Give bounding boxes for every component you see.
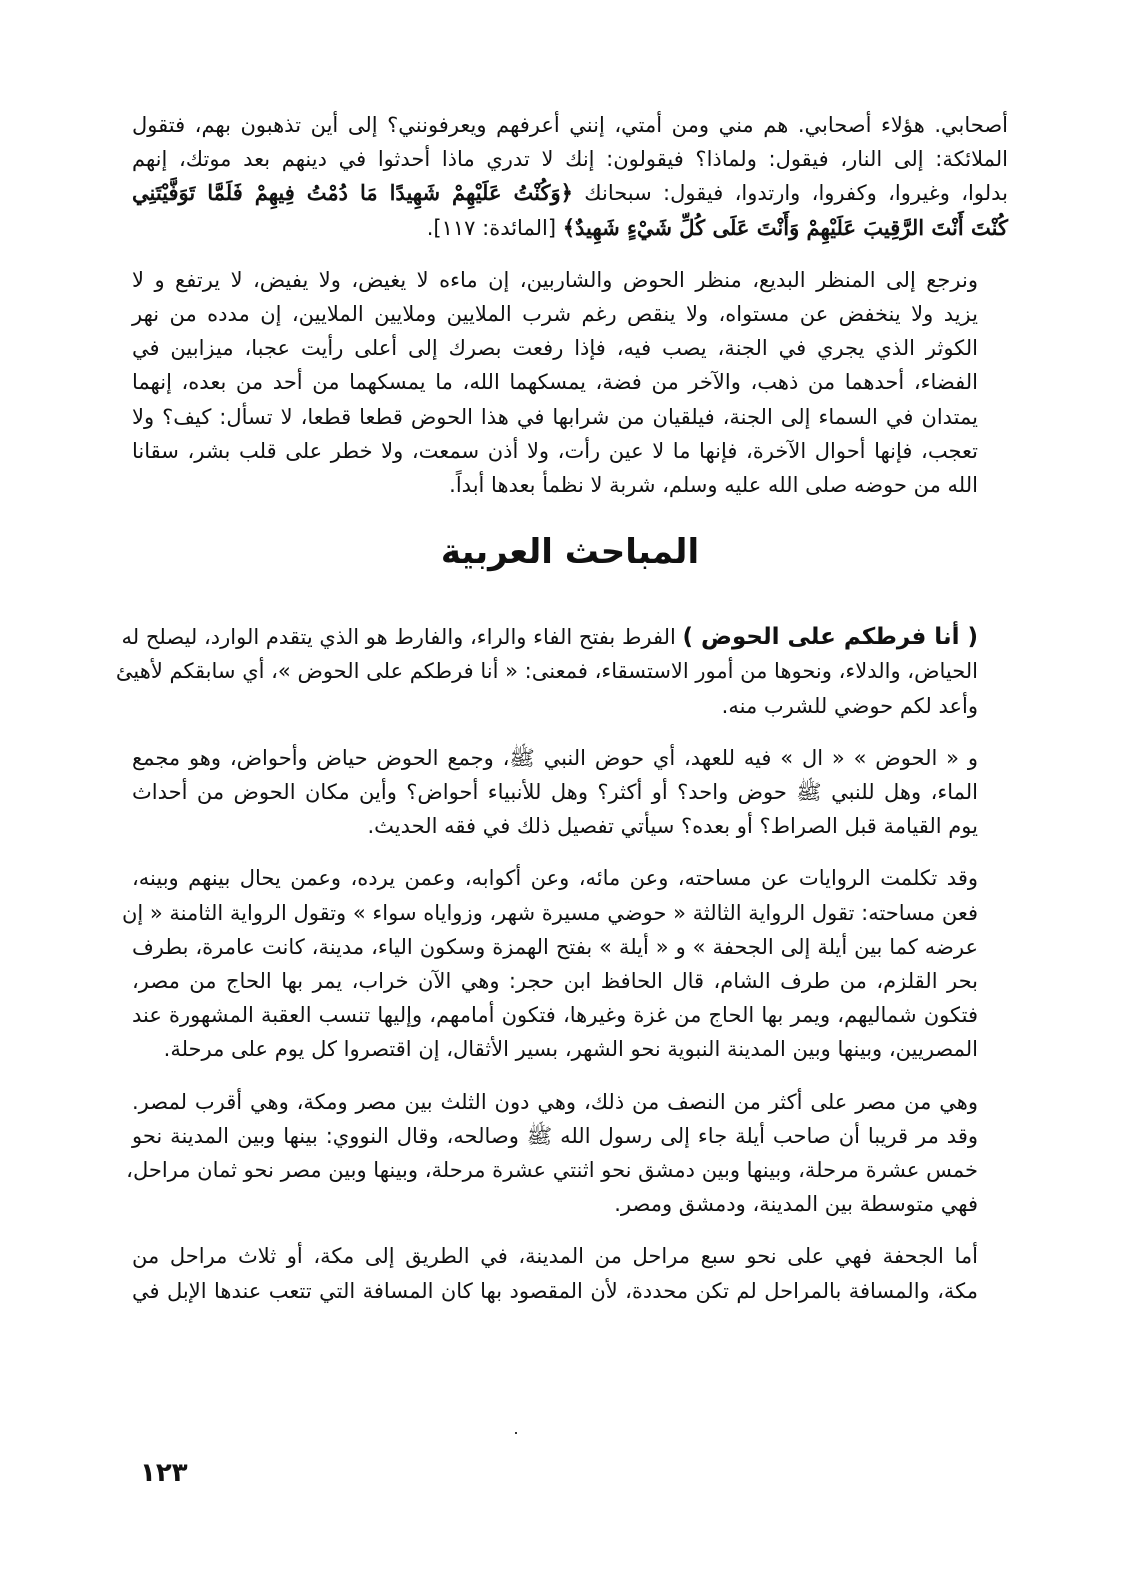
paragraph-juhfa: [132, 1239, 1008, 1307]
quran-verse: كُنْتَ أَنْتَ الرَّقِيبَ عَلَيْهِمْ وَأَنْتَ عَلَى كُلِّ شَيْءٍ شَهِيدٌ﴾: [562, 214, 1008, 240]
bold-lead-term: ( أنا فرطكم على الحوض ): [682, 624, 978, 651]
text-line: الماء، وهل للنبي ﷺ حوض واحد؟ أو أكثر؟ وهل للأنبياء أحواض؟ وأين مكان الحوض من أحداث: [132, 780, 978, 805]
text-line: [132, 176, 1008, 210]
text-line: الملائكة: إلى النار، فيقول: ولماذا؟ فيقولون: إنك لا تدري ماذا أحدثوا في دينهم بعد موتك، إنهم: [132, 147, 1008, 172]
text-line: خمس عشرة مرحلة، وبينها وبين دمشق نحو اثنتي عشرة مرحلة، وبينها وبين مصر نحو ثمان مراحل،: [126, 1158, 978, 1183]
paragraph-al-hawd: [132, 741, 1008, 844]
text-segment: الفرط بفتح الفاء والراء، والفارط هو الذي يتقدم الوارد، ليصلح له: [121, 625, 676, 650]
section-heading: المباحث العربية: [440, 532, 700, 573]
text-line: فهي متوسطة بين المدينة، ودمشق ومصر.: [614, 1192, 978, 1217]
text-line: الله من حوضه صلى الله عليه وسلم، شربة لا نظمأ بعدها أبداً.: [449, 473, 978, 498]
text-line: الكوثر الذي يجري في الجنة، يصب فيه، فإذا رفعت بصرك إلى أعلى رأيت عجبا، ميزابين في: [132, 336, 978, 361]
document-page: [115, 108, 1009, 1326]
text-line: بحر القلزم، من طرف الشام، قال الحافظ ابن حجر: وهي الآن خراب، يمر بها الحاج من مصر،: [132, 969, 978, 994]
paragraph-hadith-continuation: [132, 108, 1008, 245]
text-line: الفضاء، أحدهما من ذهب، والآخر من فضة، يمسكهما الله، ما يمسكهما من أحد من بعده، إنهما: [132, 370, 978, 395]
text-line: المصريين، وبينها وبين المدينة النبوية نحو الشهر، بسير الأثقال، إن اقتصروا كل يوم على مرحلة.: [163, 1037, 978, 1062]
text-line: مكة، والمسافة بالمراحل لم تكن محددة، لأن المقصود بها كان المسافة التي تتعب عندها الإبل في: [132, 1278, 978, 1303]
text-line: و « الحوض » « ال » فيه للعهد، أي حوض النبي ﷺ، وجمع الحوض حياض وأحواض، وهو مجمع: [132, 745, 978, 770]
text-line: عرضه كما بين أيلة إلى الجحفة » و « أيلة » بفتح الهمزة وسكون الياء، مدينة، كانت عامرة، بطرف: [132, 934, 978, 959]
text-line: [121, 620, 1008, 654]
scan-speck: [515, 1432, 517, 1434]
quran-verse: ﴿وَكُنْتُ عَلَيْهِمْ شَهِيدًا مَا دُمْتُ فِيهِمْ فَلَمَّا تَوَفَّيْتَنِي: [132, 180, 573, 206]
text-line: وقد تكلمت الروايات عن مساحته، وعن مائه، وعن أكوابه، وعمن يرده، وعمن يحال بينهم وبينه،: [132, 866, 978, 891]
text-line: وهي من مصر على أكثر من النصف من ذلك، وهي دون الثلث بين مصر ومكة، وهي أقرب لمصر.: [132, 1089, 978, 1114]
text-line: الحياض، والدلاء، ونحوها من أمور الاستسقاء، فمعنى: « أنا فرطكم على الحوض »، أي سابقكم لأهيئ: [115, 659, 978, 684]
text-line: تعجب، فإنها أحوال الآخرة، فإنها ما لا عين رأت، ولا أذن سمعت، ولا خطر على قلب بشر، سقانا: [132, 438, 978, 463]
text-line: يوم القيامة قبل الصراط؟ أو بعده؟ سيأتي تفصيل ذلك في فقه الحديث.: [367, 814, 978, 839]
text-line: أما الجحفة فهي على نحو سبع مراحل من المدينة، في الطريق إلى مكة، أو ثلاث مراحل من: [132, 1244, 978, 1269]
text-line: يزيد ولا ينخفض عن مستواه، ولا ينقص رغم شرب الملايين وملايين الملايين، إن مدده من نهر: [132, 302, 978, 327]
text-line: يمتدان في السماء إلى الجنة، فيلقيان من شرابها في هذا الحوض قطعا قطعا، لا تسأل: كيف؟ ولا: [132, 404, 978, 429]
text-line: ونرجع إلى المنظر البديع، منظر الحوض والشاربين، إن ماءه لا يغيض، ولا يفيض، لا يرتفع و لا: [132, 267, 978, 292]
text-segment: بدلوا، وغيروا، وكفروا، وارتدوا، فيقول: سبحانك: [584, 181, 1009, 206]
text-line: [132, 211, 1008, 245]
page-number: ١٢٣: [140, 1458, 188, 1488]
paragraph-hawd-description: [132, 263, 1008, 502]
paragraph-misr-distance: [126, 1085, 1008, 1222]
text-line: وأعد لكم حوضي للشرب منه.: [721, 693, 978, 718]
paragraph-riwayat: [121, 861, 1008, 1066]
text-line: فعن مساحته: تقول الرواية الثالثة « حوضي مسيرة شهر، وزواياه سواء » وتقول الرواية الثامنة « إن: [121, 900, 978, 925]
text-line: أصحابي. هؤلاء أصحابي. هم مني ومن أمتي، إنني أعرفهم ويعرفونني؟ إلى أين تذهبون بهم، فتقول: [132, 113, 1008, 137]
verse-reference: [المائدة: ١١٧].: [426, 215, 557, 240]
text-line: وقد مر قريبا أن صاحب أيلة جاء إلى رسول الله ﷺ وصالحه، وقال النووي: بينها وبين المدينة نحو: [132, 1123, 978, 1148]
paragraph-fartukum: [115, 620, 1008, 723]
text-line: فتكون شماليهم، ويمر بها الحاج من غزة وغيرها، فتكون أمامهم، وإليها تنسب العقبة المشهورة عند: [132, 1003, 978, 1028]
